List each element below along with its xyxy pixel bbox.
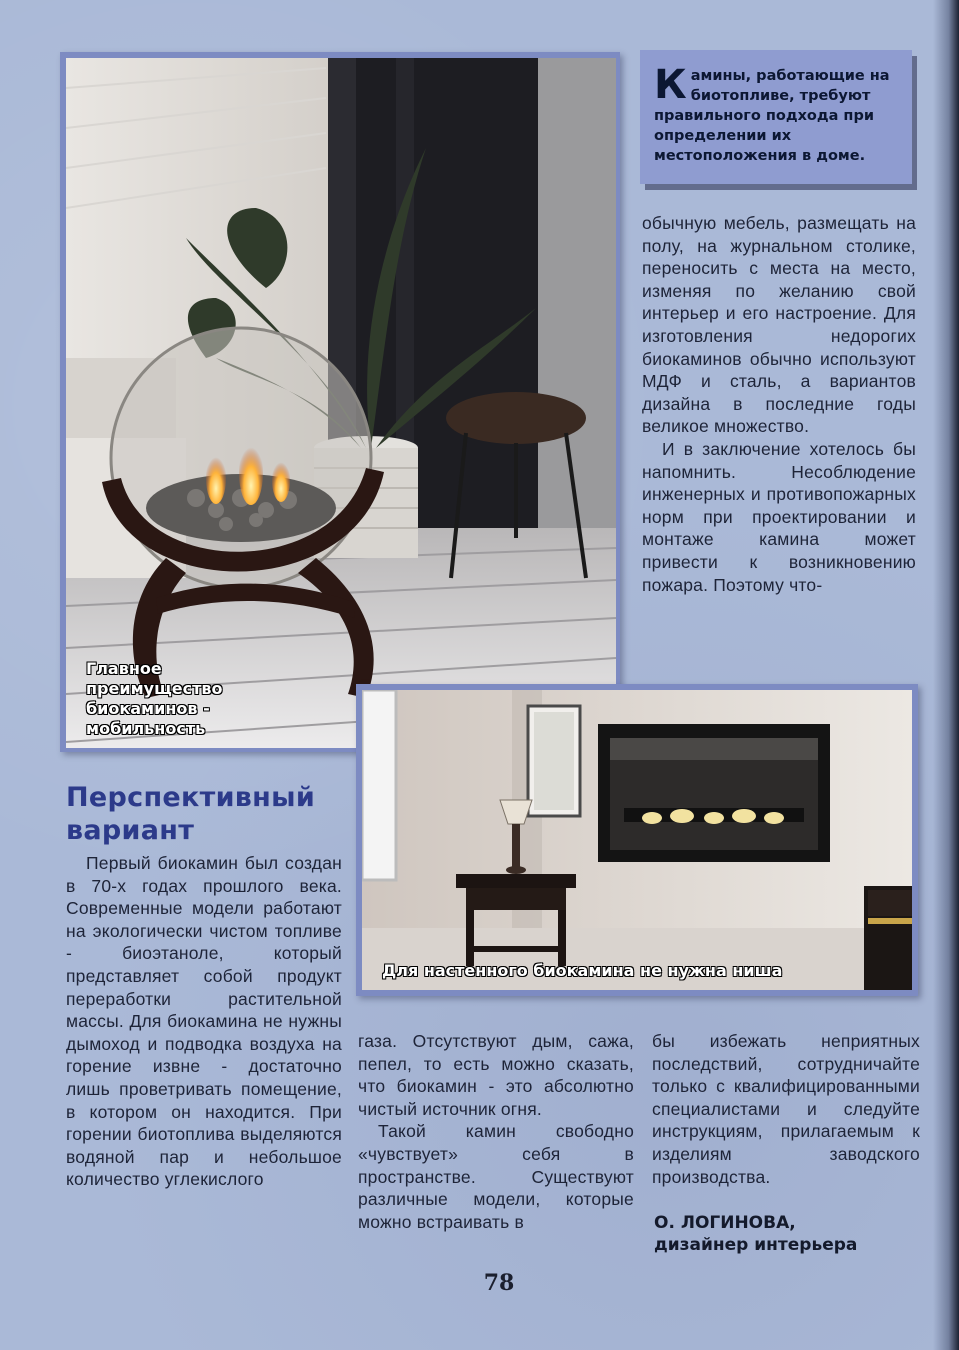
paragraph: И в заключение хотелось бы напомнить. Несоблюдение инженерных и противопожарных норм при проектировании и монтаже камина может привести к возникновению пожара. Поэтому что- (642, 438, 916, 595)
paragraph: газа. Отсутствуют дым, сажа, пепел, то есть можно сказать, что биокамин - это абсолютно чистый источник огня. (358, 1031, 634, 1119)
caption-line: преимущество (86, 679, 223, 698)
author-name: О. ЛОГИНОВА, (654, 1213, 796, 1233)
caption-line: Главное (86, 659, 162, 678)
author-role: дизайнер интерьера (654, 1235, 858, 1255)
page-number: 78 (483, 1270, 515, 1296)
paragraph: обычную мебель, размещать на полу, на журнальном столике, переносить с места на место, изменяя по желанию свой интерьер и его настроение. Для изготовления недорогих биокаминов обычно используют МДФ и сталь, а вариантов дизайна в последние годы великое множество. (642, 213, 916, 437)
callout-box (640, 50, 912, 184)
paragraph: бы избежать неприятных последствий, сотрудничайте только с квалифицированными специалистами и следуйте инструкциям, прилагаемым к изделиям заводского производства. (652, 1031, 920, 1187)
callout-text: амины, работающие на биотопливе, требуют правильного подхода при определении их местоположения в доме. (654, 68, 890, 164)
left-column (66, 852, 342, 1191)
heading-line: вариант (66, 815, 195, 846)
right-column-bottom (652, 1030, 920, 1188)
binding-shadow (933, 0, 959, 1350)
photo-freestanding-biofireplace (66, 58, 616, 748)
author-signature (654, 1212, 914, 1256)
right-column-top (642, 212, 916, 596)
caption-line: мобильность (86, 719, 206, 738)
biofireplace-illustration (66, 58, 616, 748)
photo-caption-mobility (86, 659, 223, 739)
section-heading (66, 781, 356, 847)
paragraph: Такой камин свободно «чувствует» себя в пространстве. Существуют различные модели, которые можно встраивать в (358, 1121, 634, 1232)
callout-dropcap: К (654, 62, 687, 108)
photo-caption-wall-fireplace: Для настенного биокамина не нужна ниша (382, 961, 783, 980)
caption-line: биокаминов - (86, 699, 210, 718)
middle-column (358, 1030, 634, 1233)
photo-wall-biofireplace (362, 690, 912, 990)
wall-fireplace-illustration (362, 690, 912, 990)
heading-line: Перспективный (66, 782, 316, 813)
paragraph: Первый биокамин был создан в 70-х годах прошлого века. Современные модели работают на экологически чистом топливе - биоэтаноле, который представляет собой продукт переработки растительной массы. Для биокамина не нужны дымоход и подводка воздуха на горение извне - достаточно лишь проветривать помещение, в котором он находится. При горении биотоплива выделяются водяной пар и небольшое количество углекислого (66, 853, 342, 1190)
